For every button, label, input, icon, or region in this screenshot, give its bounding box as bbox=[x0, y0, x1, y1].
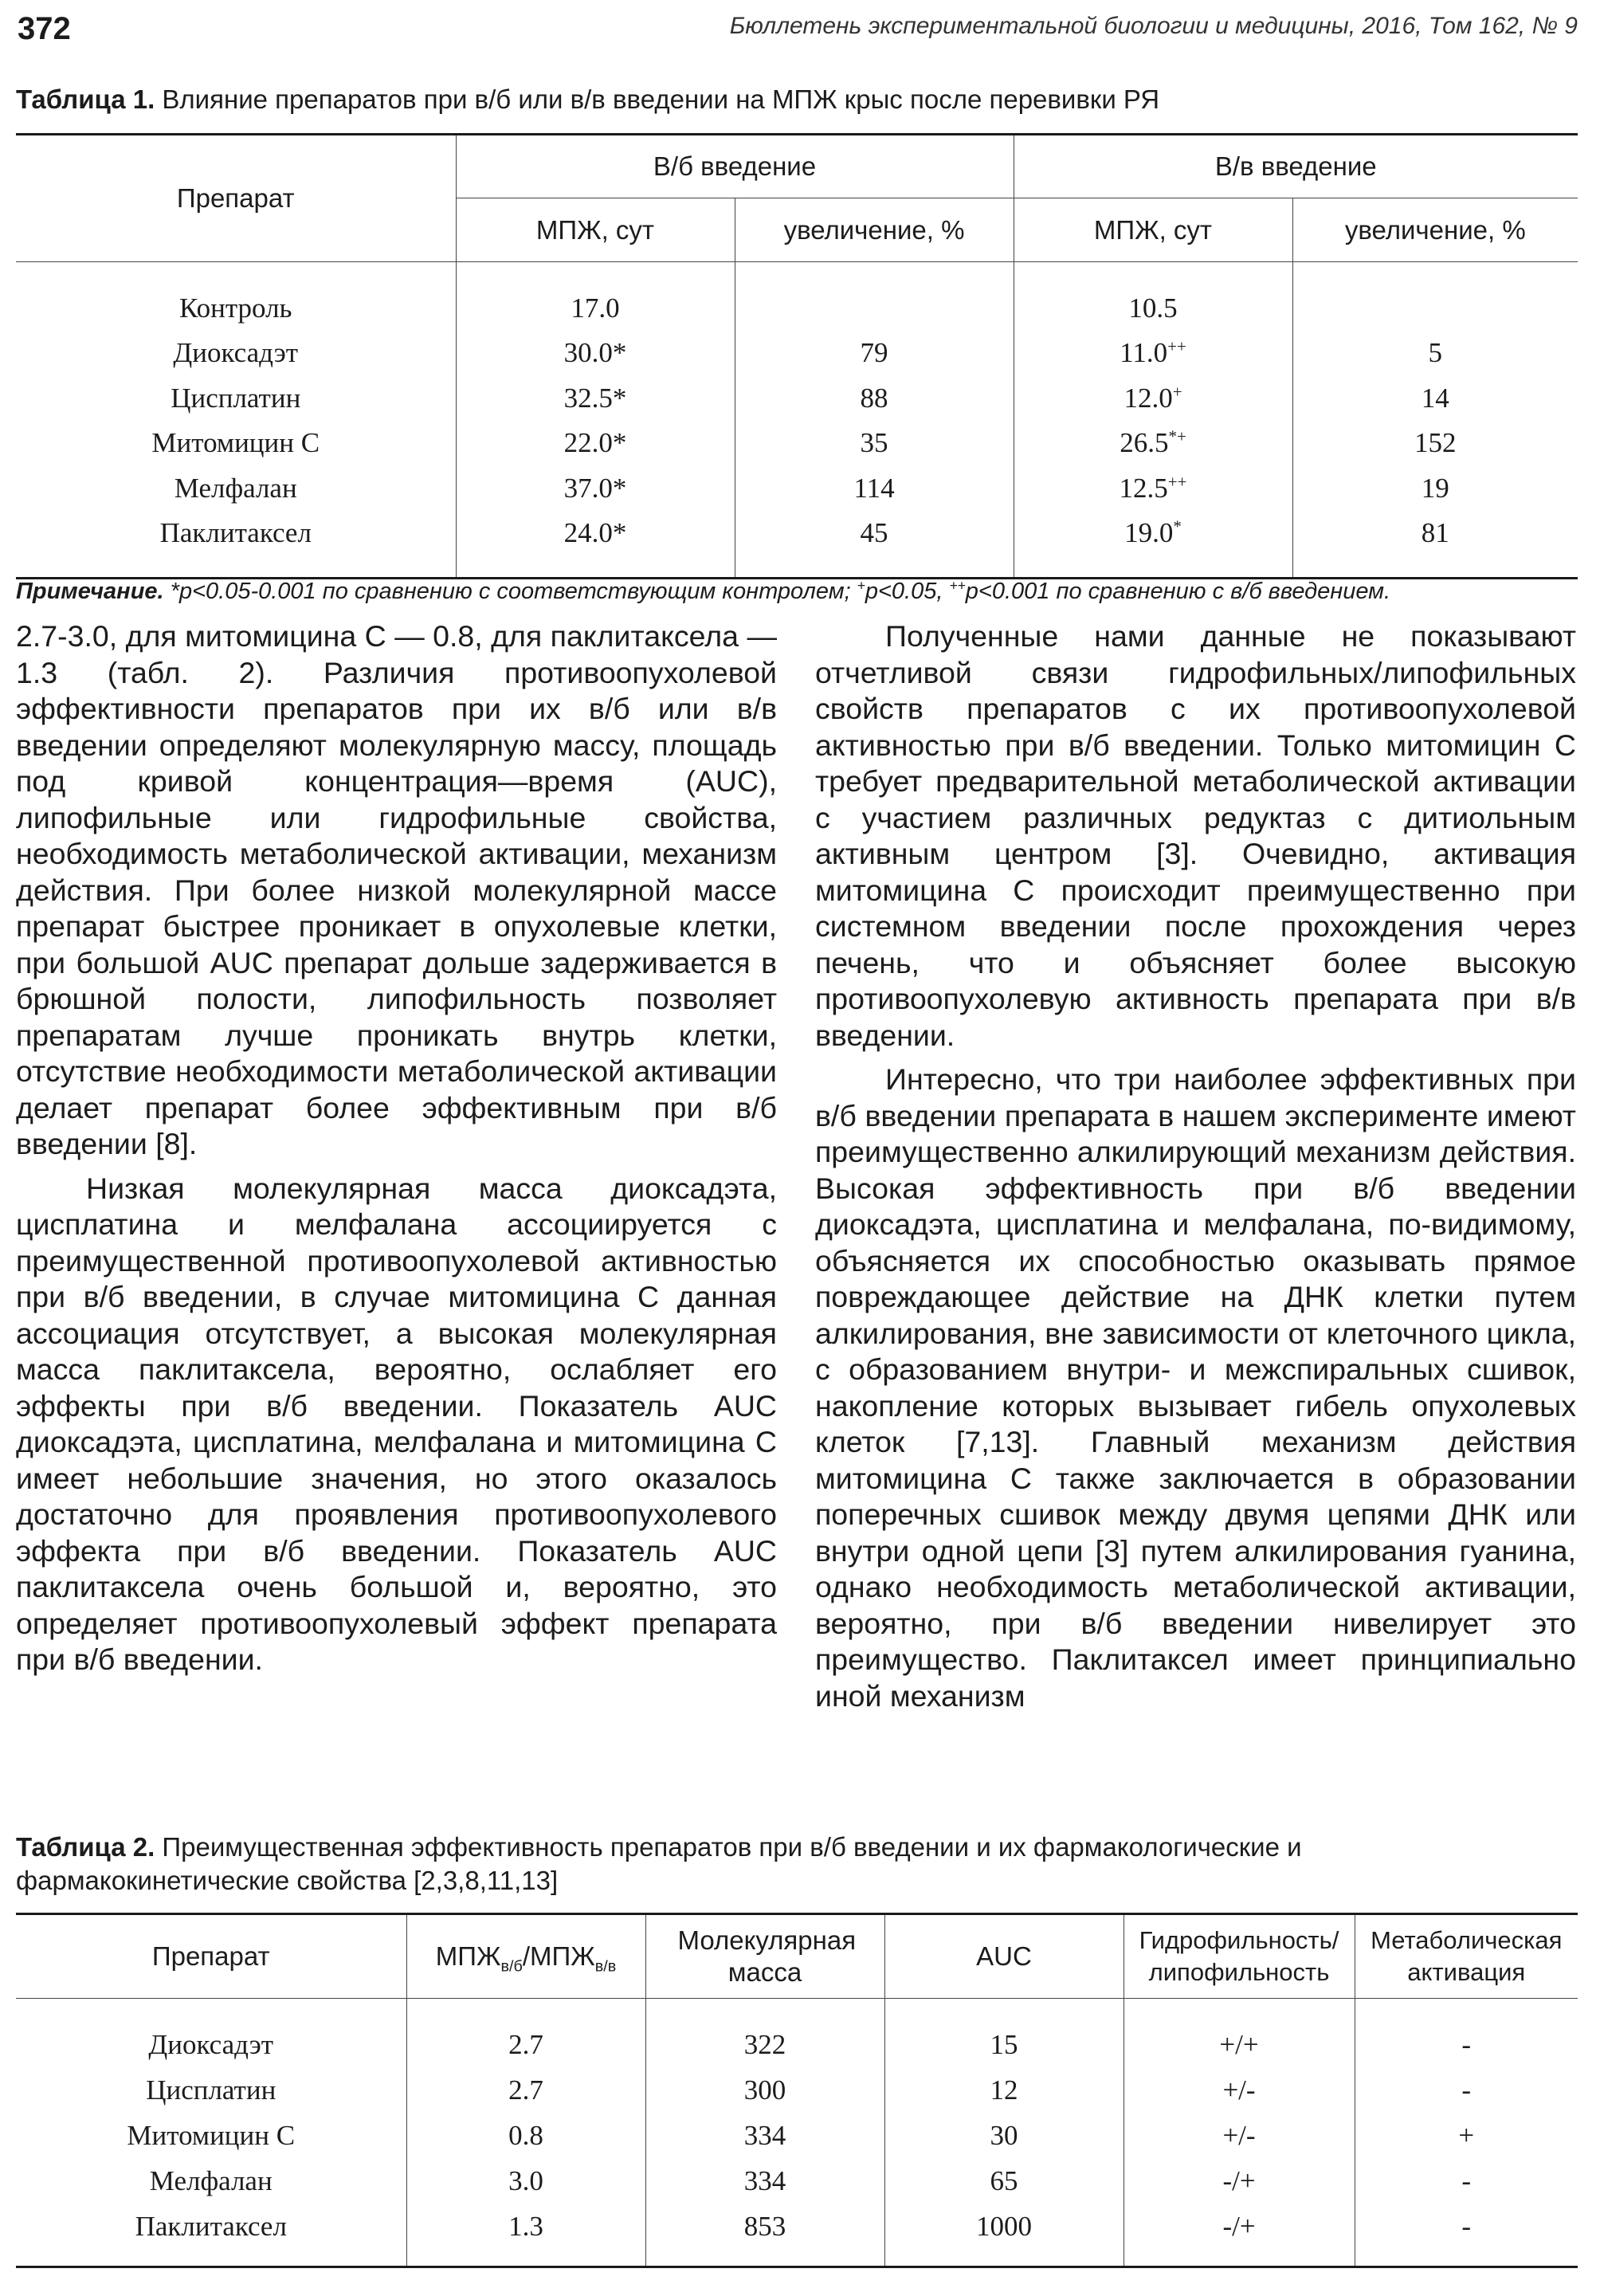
table1-cell-drug: Цисплатин bbox=[16, 376, 456, 422]
table-row bbox=[16, 331, 1578, 376]
table2-caption-text: Преимущественная эффективность препаратов при в/б введении и их фармакологические и фармакокинетические свойства [2,3,8,11,13] bbox=[16, 1832, 1302, 1895]
table2-cell-hydro: +/- bbox=[1124, 2068, 1355, 2113]
table2-header-auc: AUC bbox=[884, 1914, 1124, 1999]
table1-caption-label: Таблица 1. bbox=[16, 84, 155, 114]
table2-cell-auc: 15 bbox=[884, 2023, 1124, 2068]
body-left-column bbox=[16, 618, 777, 1686]
table1-caption-text: Влияние препаратов при в/б или в/в введении на МПЖ крыс после перевивки РЯ bbox=[155, 84, 1160, 114]
table-row bbox=[16, 286, 1578, 332]
table2-cell-mass: 300 bbox=[645, 2068, 884, 2113]
table2-cell-hydro: +/- bbox=[1124, 2113, 1355, 2159]
table1-cell-ip-mpzh: 24.0* bbox=[456, 511, 735, 556]
table2-header-metab: Метаболическая активация bbox=[1371, 1926, 1563, 1986]
table1-header-ip: В/б введение bbox=[456, 135, 1014, 198]
table2-cell-ratio: 1.3 bbox=[406, 2204, 645, 2250]
table2-cell-mass: 334 bbox=[645, 2159, 884, 2204]
table1-cell-drug: Диоксадэт bbox=[16, 331, 456, 376]
table2-caption bbox=[16, 1831, 1578, 1898]
table1-note: Примечание. *p<0.05-0.001 по сравнению с соответствующим контролем; +p<0.05, ++p<0.001 по сравнению с в/б введением. bbox=[16, 577, 1391, 604]
table1-header-iv-increase: увеличение, % bbox=[1292, 198, 1578, 262]
table2-cell-ratio: 2.7 bbox=[406, 2023, 645, 2068]
table-row bbox=[16, 2068, 1578, 2113]
page-number: 372 bbox=[18, 11, 71, 46]
table2-cell-ratio: 3.0 bbox=[406, 2159, 645, 2204]
table-row bbox=[16, 2023, 1578, 2068]
table2-header-ratio: $МПЖ_{в/б}/МПЖ_{в/в}$ bbox=[406, 1914, 645, 1999]
running-head: Бюллетень экспериментальной биологии и медицины, 2016, Том 162, № 9 bbox=[729, 13, 1578, 39]
table-row bbox=[16, 466, 1578, 512]
table2-cell-auc: 30 bbox=[884, 2113, 1124, 2159]
table1-cell-ip-mpzh: 17.0 bbox=[456, 286, 735, 332]
body-paragraph: 2.7-3.0, для митомицина С — 0.8, для паклитаксела — 1.3 (табл. 2). Различия противоопухолевой эффективности препаратов при их в/б или в/в введении определяют молекулярную массу, площадь под кривой концентрация—время (AUC), липофильные или гидрофильные свойства, необходимость метаболической активации, механизм действия. При более низкой молекулярной массе препарат быстрее проникает в опухолевые клетки, при большой AUC препарат дольше задерживается в брюшной полости, липофильность позволяет препаратам лучше проникать внутрь клетки, отсутствие необходимости метаболической активации делает препарат более эффективным при в/б введении [8]. bbox=[16, 619, 777, 1160]
table1-cell-iv-mpzh: 12.0+ bbox=[1014, 376, 1292, 422]
table1-cell-iv-increase: 81 bbox=[1421, 517, 1449, 549]
table2-cell-mass: 322 bbox=[645, 2023, 884, 2068]
table1-cell-iv-increase: 19 bbox=[1421, 472, 1449, 504]
table2-cell-metab: + bbox=[1458, 2120, 1475, 2151]
body-paragraph: Интересно, что три наиболее эффективных при в/б введении препарата в нашем эксперименте имеют преимущественно алкилирующий механизм действия. Высокая эффективность при в/б введении диоксадэта, цисплатина и мелфалана, по-видимому, объясняется их способностью оказывать прямое повреждающее действие на ДНК клетки путем алкилирования, вне зависимости от клеточного цикла, с образованием внутри- и межспиральных сшивок, накопление которых вызывает гибель опухолевых клеток [7,13]. Главный механизм действия митомицина С также заключается в образовании поперечных сшивок между двумя цепями ДНК или внутри одной цепи [3] путем алкилирования гуанина, однако необходимость метаболической активации, вероятно, при в/б введении нивелирует это преимущество. Паклитаксел имеет принципиально иной механизм bbox=[815, 1062, 1576, 1713]
table2-cell-auc: 65 bbox=[884, 2159, 1124, 2204]
table1-cell-ip-increase: 88 bbox=[735, 376, 1014, 422]
table2-header-drug: Препарат bbox=[16, 1914, 406, 1999]
table1-cell-iv-mpzh: 10.5 bbox=[1014, 286, 1292, 332]
table2-cell-ratio: 2.7 bbox=[406, 2068, 645, 2113]
table2-cell-metab: - bbox=[1461, 2211, 1472, 2242]
table1-cell-drug: Мелфалан bbox=[16, 466, 456, 512]
table2-cell-auc: 12 bbox=[884, 2068, 1124, 2113]
table2-cell-auc: 1000 bbox=[884, 2204, 1124, 2250]
table2-cell-mass: 334 bbox=[645, 2113, 884, 2159]
body-right-column bbox=[815, 618, 1576, 1722]
table2-caption-label: Таблица 2. bbox=[16, 1832, 155, 1862]
table2-cell-hydro: +/+ bbox=[1124, 2023, 1355, 2068]
table1-caption bbox=[16, 83, 1578, 116]
table2-header-hydro: Гидрофильность/ липофильность bbox=[1124, 1914, 1355, 1999]
table2-cell-mass: 853 bbox=[645, 2204, 884, 2250]
table2-cell-drug: Митомицин С bbox=[16, 2113, 406, 2159]
table-row bbox=[16, 2113, 1578, 2159]
table1-cell-ip-increase: 114 bbox=[735, 466, 1014, 512]
table1-cell-iv-increase: 152 bbox=[1414, 427, 1457, 459]
table2-cell-metab: - bbox=[1461, 2074, 1472, 2106]
table2-cell-drug: Цисплатин bbox=[16, 2068, 406, 2113]
table1-cell-ip-increase: 79 bbox=[735, 331, 1014, 376]
table1-cell-ip-increase: 45 bbox=[735, 511, 1014, 556]
table2 bbox=[16, 1913, 1578, 2268]
table-row bbox=[16, 376, 1578, 422]
table1-cell-iv-mpzh: 19.0* bbox=[1014, 511, 1292, 556]
table-row bbox=[16, 511, 1578, 556]
table1-cell-drug: Паклитаксел bbox=[16, 511, 456, 556]
table1-cell-drug: Митомицин С bbox=[16, 421, 456, 466]
table1-cell-iv-increase: 5 bbox=[1428, 337, 1442, 369]
table1-cell-iv-increase bbox=[1292, 286, 1578, 332]
table1-cell-ip-increase: 35 bbox=[735, 421, 1014, 466]
table1-cell-ip-mpzh: 32.5* bbox=[456, 376, 735, 422]
table-row bbox=[16, 2159, 1578, 2204]
table1-cell-ip-mpzh: 22.0* bbox=[456, 421, 735, 466]
body-paragraph: Полученные нами данные не показывают отчетливой связи гидрофильных/липофильных свойств препаратов с их противоопухолевой активностью при в/б введении. Только митомицин С требует предварительной метаболической активации с участием различных редуктаз с дитиольным активным центром [3]. Очевидно, активация митомицина С происходит преимущественно при системном введении после прохождения через печень, что и объясняет более высокую противоопухолевую активность препарата при в/в введении. bbox=[815, 619, 1576, 1052]
table1-cell-ip-increase bbox=[735, 286, 1014, 332]
body-paragraph: Низкая молекулярная масса диоксадэта, цисплатина и мелфалана ассоциируется с преимущественной противоопухолевой активностью при в/б введении, в случае митомицина С данная ассоциация отсутствует, а высокая молекулярная масса паклитаксела, вероятно, ослабляет его эффекты при в/б введении. Показатель AUC диоксадэта, цисплатина, мелфалана и митомицина С имеет небольшие значения, но этого оказалось достаточно для проявления противоопухолевого эффекта при в/б введении. Показатель AUC паклитаксела очень большой и, вероятно, это определяет противоопухолевый эффект препарата при в/б введении. bbox=[16, 1171, 777, 1676]
table2-cell-drug: Диоксадэт bbox=[16, 2023, 406, 2068]
table1-header-ip-increase: увеличение, % bbox=[735, 198, 1014, 262]
table-row bbox=[16, 421, 1578, 466]
table1-cell-ip-mpzh: 30.0* bbox=[456, 331, 735, 376]
table2-cell-hydro: -/+ bbox=[1124, 2159, 1355, 2204]
table2-cell-ratio: 0.8 bbox=[406, 2113, 645, 2159]
table1-cell-iv-mpzh: 12.5++ bbox=[1014, 466, 1292, 512]
table1-header-iv-mpzh: МПЖ, сут bbox=[1014, 198, 1292, 262]
table2-cell-metab: - bbox=[1461, 2165, 1472, 2196]
table1-header-ip-mpzh: МПЖ, сут bbox=[456, 198, 735, 262]
table-row bbox=[16, 2204, 1578, 2250]
table1 bbox=[16, 133, 1578, 579]
table1-cell-iv-mpzh: 26.5*+ bbox=[1014, 421, 1292, 466]
table1-cell-iv-mpzh: 11.0++ bbox=[1014, 331, 1292, 376]
table1-cell-iv-increase: 14 bbox=[1421, 382, 1449, 414]
table1-cell-ip-mpzh: 37.0* bbox=[456, 466, 735, 512]
table1-note-label: Примечание. bbox=[16, 579, 164, 604]
table2-cell-hydro: -/+ bbox=[1124, 2204, 1355, 2250]
table1-header-drug: Препарат bbox=[16, 135, 456, 262]
table1-header-iv: В/в введение bbox=[1214, 151, 1377, 181]
table2-cell-drug: Мелфалан bbox=[16, 2159, 406, 2204]
table2-cell-metab: - bbox=[1461, 2029, 1472, 2060]
table2-header-mass: Молекулярная масса bbox=[645, 1914, 884, 1999]
table1-cell-drug: Контроль bbox=[16, 286, 456, 332]
table2-cell-drug: Паклитаксел bbox=[16, 2204, 406, 2250]
